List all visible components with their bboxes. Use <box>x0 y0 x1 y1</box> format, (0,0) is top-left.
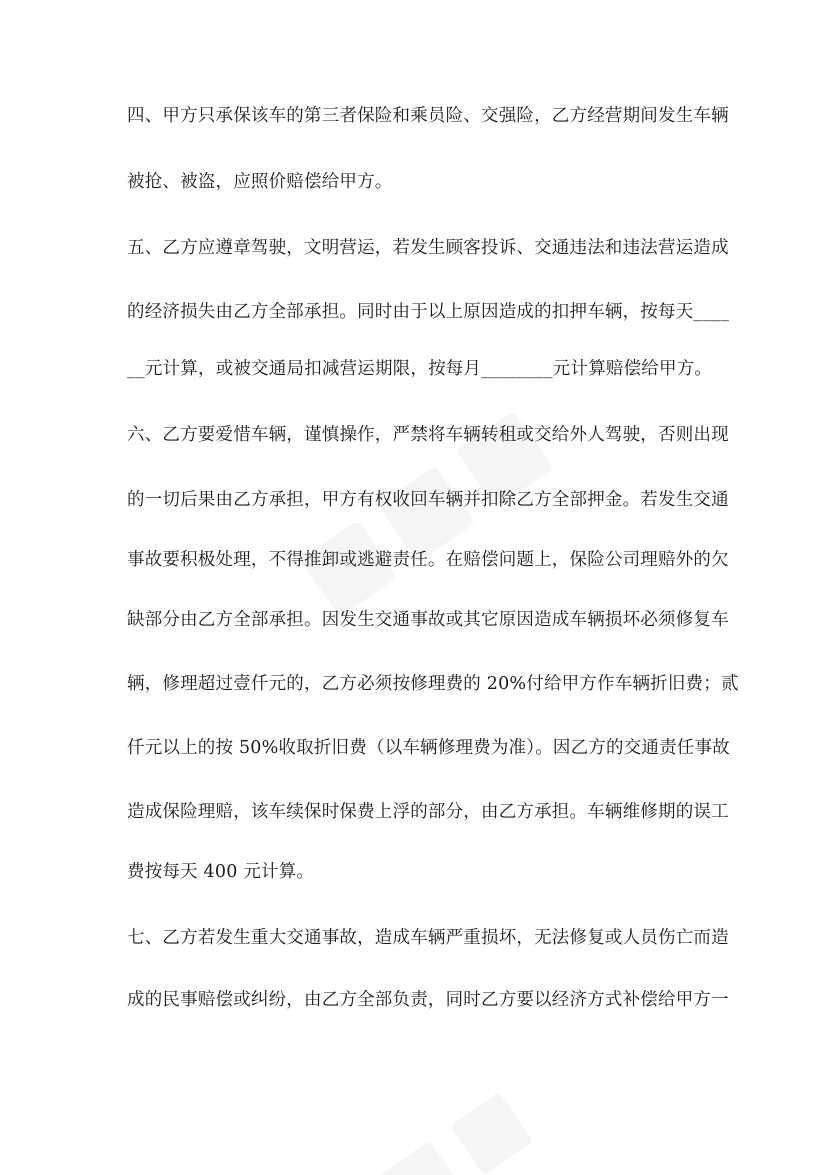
paragraph-6-line-8: 费按每天 400 元计算。 <box>127 862 315 882</box>
paragraph-7-line-1: 七、乙方若发生重大交通事故，造成车辆严重损坏，无法修复或人员伤亡而造 <box>127 928 729 948</box>
paragraph-6-line-2: 的一切后果由乙方承担，甲方有权收回车辆并扣除乙方全部押金。若发生交通 <box>127 490 729 510</box>
paragraph-6-line-7: 造成保险理赔，该车续保时保费上浮的部分，由乙方承担。车辆维修期的误工 <box>127 802 729 822</box>
paragraph-6-line-4: 缺部分由乙方全部承担。因发生交通事故或其它原因造成车辆损坏必须修复车 <box>127 610 729 630</box>
paragraph-5-line-1: 五、乙方应遵章驾驶，文明营运，若发生顾客投诉、交通违法和违法营运造成 <box>127 238 729 258</box>
paragraph-6-line-5: 辆，修理超过壹仟元的，乙方必须按修理费的 20%付给甲方作车辆折旧费；贰 <box>127 674 739 694</box>
paragraph-5-line-2: 的经济损失由乙方全部承担。同时由于以上原因造成的扣押车辆，按每天____ <box>127 302 730 322</box>
paragraph-5-line-3: __元计算，或被交通局扣减营运期限，按每月________元计算赔偿给甲方。 <box>127 359 713 379</box>
paragraph-6-line-3: 事故要积极处理，不得推卸或逃避责任。在赔偿问题上，保险公司理赔外的欠 <box>127 550 729 570</box>
paragraph-4-line-2: 被抢、被盗，应照价赔偿给甲方。 <box>127 172 393 192</box>
paragraph-4-line-1: 四、甲方只承保该车的第三者保险和乘员险、交强险，乙方经营期间发生车辆 <box>127 106 729 126</box>
paragraph-7-line-2: 成的民事赔偿或纠纷，由乙方全部负责，同时乙方要以经济方式补偿给甲方一 <box>127 990 729 1010</box>
paragraph-6-line-1: 六、乙方要爱惜车辆，谨慎操作，严禁将车辆转租或交给外人驾驶，否则出现 <box>127 425 729 445</box>
paragraph-6-line-6: 仟元以上的按 50%收取折旧费（以车辆修理费为准）。因乙方的交通责任事故 <box>127 738 730 758</box>
